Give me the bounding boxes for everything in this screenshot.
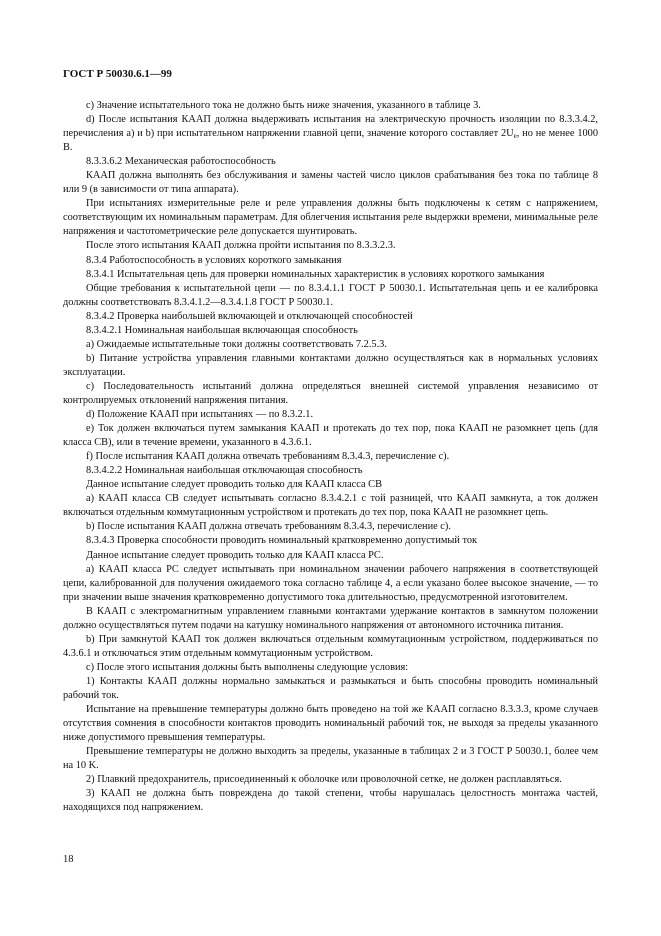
paragraph: Данное испытание следует проводить только для КААП класса PC.	[86, 549, 384, 561]
paragraph: 8.3.3.6.2 Механическая работоспособность	[86, 156, 276, 168]
list-item: 1) Контакты КААП должны нормально замыкаться и размыкаться и быть способны проводить номинальный рабочий ток.	[63, 675, 598, 701]
list-item: a) КААП класса PC следует испытывать при номинальном значении рабочего напряжения в соответствующей цепи, калиброванной для получения ожидаемого тока согласно таблице 4, а если указано более высокое значение, — то при значении выше значения кратковременно допустимого тока длительностью, предусмотренной изготовителем.	[63, 563, 598, 603]
paragraph: Общие требования к испытательной цепи — по 8.3.4.1.1 ГОСТ Р 50030.1. Испытательная цепь и ее калибровка должны соответствовать 8.3.4.1.2—8.3.4.1.8 ГОСТ Р 50030.1.	[63, 282, 598, 308]
paragraph: Испытание на превышение температуры должно быть проведено на той же КААП согласно 8.3.3.3, кроме случаев отсутствия сомнения в способности контактов проводить номинальный рабочий ток, не выходя за пределы указанного ниже допустимого превышения температуры.	[63, 704, 598, 744]
paragraph: После этого испытания КААП должна пройти испытания по 8.3.3.2.3.	[86, 240, 396, 252]
document-header: ГОСТ Р 50030.6.1—99	[63, 68, 172, 80]
paragraph: КААП должна выполнять без обслуживания и замены частей число циклов срабатывания без тока по таблице 8 или 9 (в зависимости от типа аппарата).	[63, 170, 598, 196]
paragraph: В КААП с электромагнитным управлением главными контактами удержание контактов в замкнутом положении должно осуществляться путем подачи на катушку номинального напряжения от автономного источника питания.	[63, 605, 598, 631]
paragraph: Превышение температуры не должно выходить за пределы, указанные в таблицах 2 и 3 ГОСТ Р 50030.1, более чем на 10 K.	[63, 746, 598, 772]
list-item: e) Ток должен включаться путем замыкания КААП и протекать до тех пор, пока КААП не разомкнет цепь (для класса CB), или в течение времени, указанного в 4.3.6.1.	[63, 423, 598, 449]
section-heading: 8.3.4.2.2 Номинальная наибольшая отключающая способность	[86, 465, 363, 477]
paragraph: При испытаниях измерительные реле и реле управления должны быть подключены к сетям с напряжением, соответствующим их номинальным параметрам. Для облегчения испытания реле выдержки времени, минимальные реле напряжения и частотометрические реле допускается шунтировать.	[63, 198, 598, 238]
list-item: a) КААП класса CB следует испытывать согласно 8.3.4.2.1 с той разницей, что КААП замкнута, а ток должен включаться отдельным коммутационным устройством и протекать до тех пор, пока КААП не разомкнет цепь.	[63, 493, 598, 519]
section-heading: 8.3.4.1 Испытательная цепь для проверки номинальных характеристик в условиях короткого замыкания	[86, 268, 545, 280]
page-number: 18	[63, 854, 74, 865]
list-item: 2) Плавкий предохранитель, присоединенный к оболочке или проволочной сетке, не должен расплавляться.	[86, 774, 562, 786]
list-item: b) После испытания КААП должна отвечать требованиям 8.3.4.3, перечисление c).	[86, 521, 451, 533]
section-heading: 8.3.4.3 Проверка способности проводить номинальный кратковременно допустимый ток	[86, 535, 478, 547]
paragraph: c) Значение испытательного тока не должно быть ниже значения, указанного в таблице 3.	[86, 100, 481, 111]
list-item: 3) КААП не должна быть повреждена до такой степени, чтобы нарушалась целостность монтажа частей, находящихся под напряжением.	[63, 788, 598, 814]
section-heading: 8.3.4 Работоспособность в условиях короткого замыкания	[86, 254, 342, 266]
paragraph-text: d) После испытания КААП должна выдерживать испытания на электрическую прочность изоляции по 8.3.3.4.2, перечисления a) и b) при испытательном напряжении главной цепи, значение которого составляет 2U	[63, 114, 598, 140]
paragraph: Данное испытание следует проводить только для КААП класса CB	[86, 479, 382, 491]
list-item: a) Ожидаемые испытательные токи должны соответствовать 7.2.5.3.	[86, 338, 387, 350]
paragraph-with-formula	[63, 113, 598, 155]
list-item: b) Питание устройства управления главными контактами должно осуществляться как в нормальных условиях эксплуатации.	[63, 352, 598, 378]
formula-tail: , но не менее 1000 В.	[63, 128, 599, 154]
list-item: b) При замкнутой КААП ток должен включаться отдельным коммутационным устройством, поддерживаться по 4.3.6.1 и отключаться этим отдельным коммутационным устройством.	[63, 633, 598, 659]
list-item: d) Положение КААП при испытаниях — по 8.3.2.1.	[86, 409, 314, 421]
list-item: c) После этого испытания должны быть выполнены следующие условия:	[86, 661, 409, 673]
document-body	[63, 99, 598, 815]
list-item: f) После испытания КААП должна отвечать требованиям 8.3.4.3, перечисление c).	[86, 451, 450, 463]
section-heading: 8.3.4.2 Проверка наибольшей включающей и отключающей способностей	[86, 310, 413, 322]
section-heading: 8.3.4.2.1 Номинальная наибольшая включающая способность	[86, 324, 358, 336]
formula-subscript: e	[513, 132, 517, 141]
list-item: c) Последовательность испытаний должна определяться внешней системой управления независимо от контролируемых отклонений напряжения питания.	[63, 380, 598, 406]
